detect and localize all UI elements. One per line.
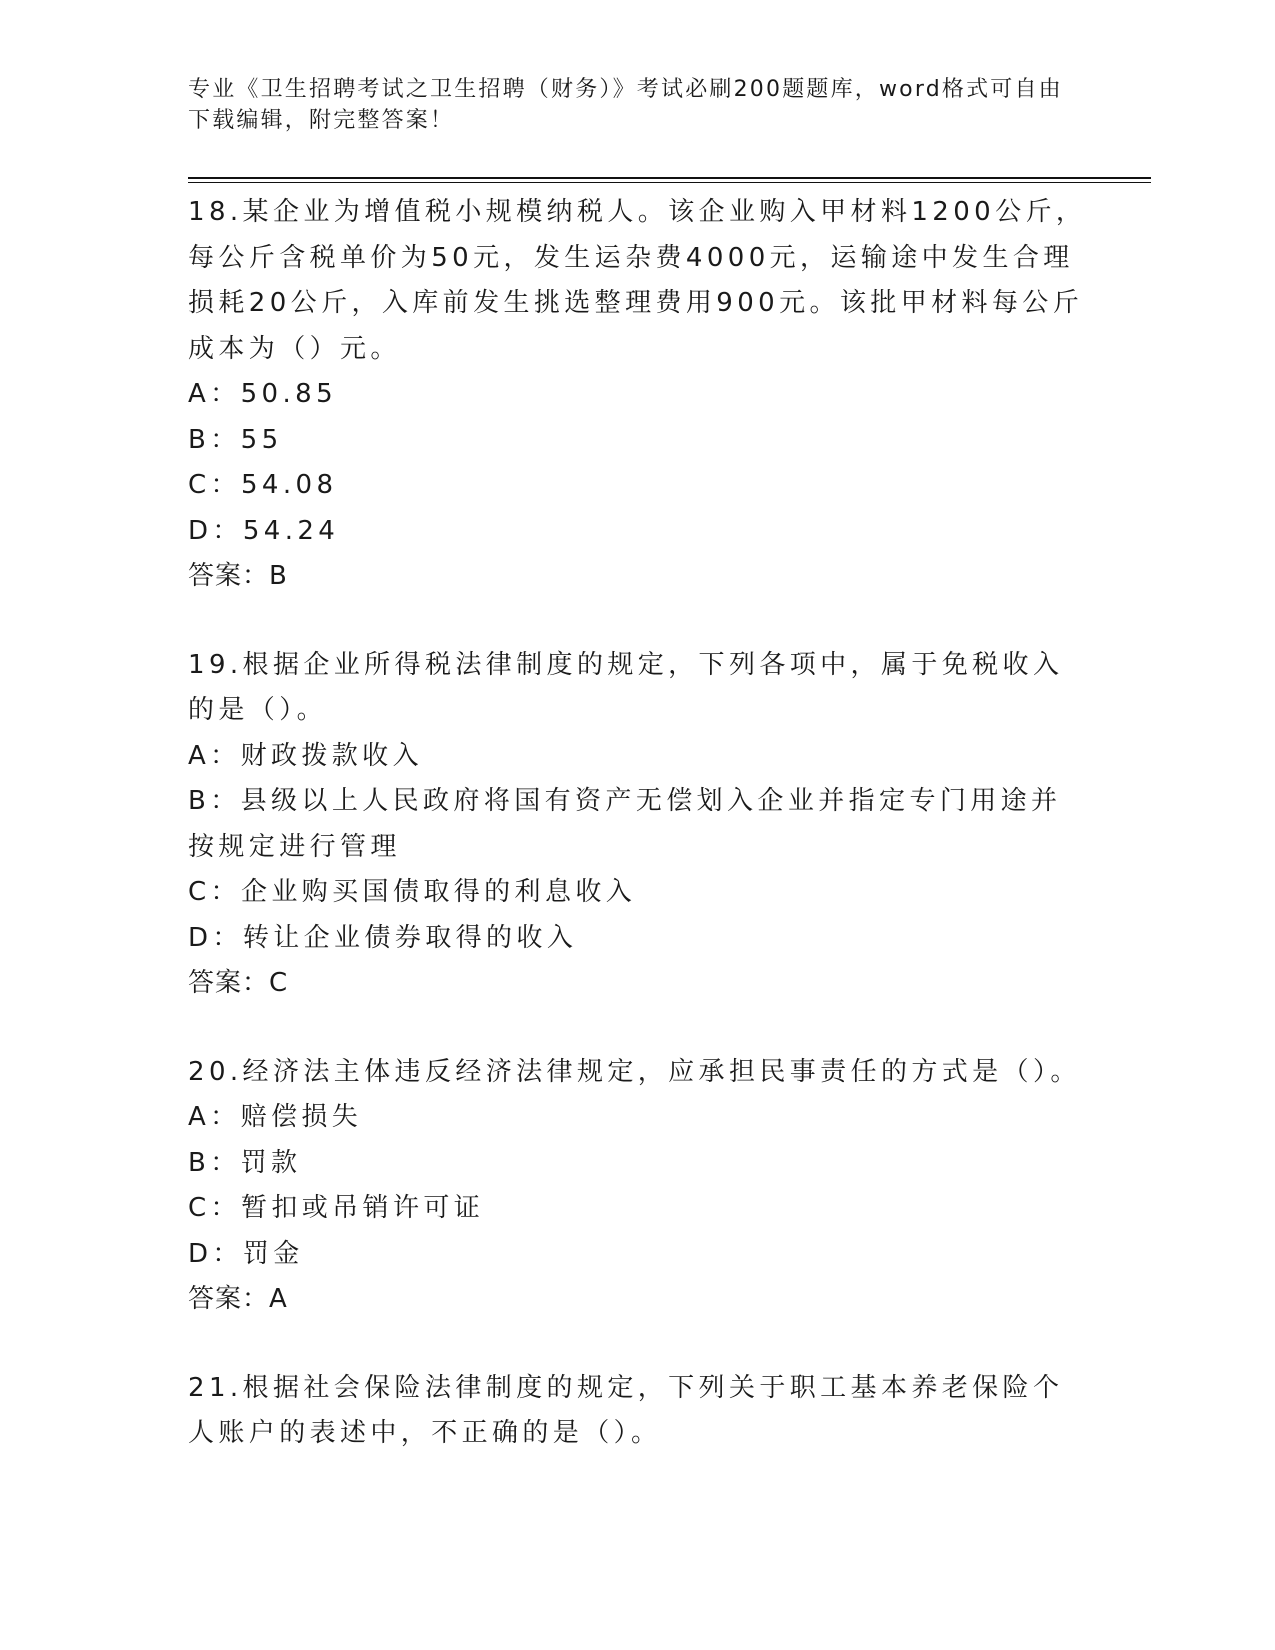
option-b: B：罚款 xyxy=(188,1147,302,1178)
option-a: A：财政拨款收入 xyxy=(188,740,423,771)
question-21 xyxy=(188,1366,1088,1457)
question-18 xyxy=(188,190,1088,600)
option-c: C：54.08 xyxy=(188,470,338,500)
question-19 xyxy=(188,643,1088,1007)
option-b: B：55 xyxy=(188,424,283,455)
answer: 答案：B xyxy=(188,561,288,591)
option-b: B：县级以上人民政府将国有资产无偿划入企业并指定专门用途并按规定进行管理 xyxy=(188,786,1062,862)
question-20 xyxy=(188,1050,1088,1323)
question-stem: 21.根据社会保险法律制度的规定，下列关于职工基本养老保险个人账户的表述中，不正确的是（）。 xyxy=(188,1372,1064,1448)
option-d: D：罚金 xyxy=(188,1238,304,1269)
option-c: C：企业购买国债取得的利息收入 xyxy=(188,877,637,907)
answer: 答案：A xyxy=(188,1284,288,1314)
question-spacer xyxy=(188,1007,1088,1050)
question-stem: 20.经济法主体违反经济法律规定，应承担民事责任的方式是（）。 xyxy=(188,1056,1081,1087)
question-spacer xyxy=(188,600,1088,643)
document-header: 专业《卫生招聘考试之卫生招聘（财务）》考试必刷200题题库，word格式可自由下载编辑，附完整答案！ xyxy=(188,77,1063,133)
option-a: A：赔偿损失 xyxy=(188,1102,363,1132)
option-d: D：转让企业债券取得的收入 xyxy=(188,922,578,953)
option-d: D：54.24 xyxy=(188,515,340,546)
option-a: A：50.85 xyxy=(188,379,338,409)
question-stem: 18.某企业为增值税小规模纳税人。该企业购入甲材料1200公斤，每公斤含税单价为50元，发生运杂费4000元，运输途中发生合理损耗20公斤，入库前发生挑选整理费用900元。该批甲材料每公斤成本为（）元。 xyxy=(188,197,1087,364)
header-rule-thick xyxy=(188,177,1151,179)
header-rule-thin xyxy=(188,182,1151,183)
answer: 答案：C xyxy=(188,968,289,998)
question-spacer xyxy=(188,1323,1088,1366)
question-list xyxy=(188,190,1088,1457)
question-stem: 19.根据企业所得税法律制度的规定，下列各项中，属于免税收入的是（）。 xyxy=(188,649,1064,725)
option-c: C：暂扣或吊销许可证 xyxy=(188,1193,485,1223)
